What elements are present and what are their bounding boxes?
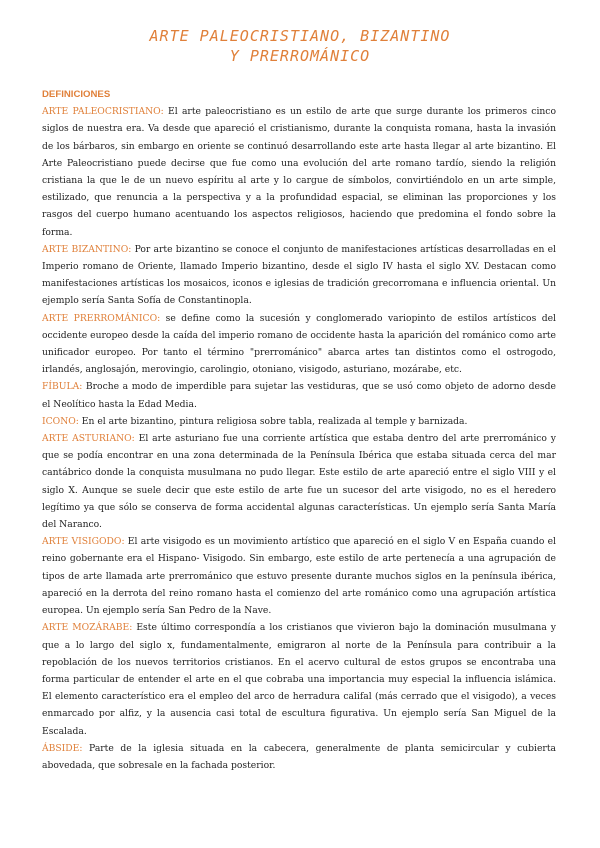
definition-paleocristiano (42, 103, 556, 241)
term: ARTE BIZANTINO: (42, 243, 132, 255)
definition-text: El arte asturiano fue una corriente artística que estaba dentro del arte prerrománico y que se podía encontrar en una zona determinada de la Península Ibérica que estaba situada cerca del mar cantábrico donde la conquista musulmana no pudo llegar. Este estilo de arte apareció entre el siglo VIII y el siglo X. Aunque se suele decir que este estilo de arte fue un sucesor del arte visigodo, no es el heredero legítimo ya que sólo se conserva de forma accidental algunas características. Un ejemplo sería Santa María del Naranco. (42, 433, 556, 531)
term: ÁBSIDE: (42, 742, 83, 754)
definition-asturiano (42, 430, 556, 533)
term: ICONO: (42, 415, 79, 427)
definition-text: Por arte bizantino se conoce el conjunto de manifestaciones artísticas desarrolladas en el Imperio romano de Oriente, llamado Imperio bizantino, desde el siglo IV hasta el siglo XV. Destacan como manifestaciones artísticas los mosaicos, iconos e iglesias de tradición grecorromana e influencia oriental. Un ejemplo sería Santa Sofía de Constantinopla. (42, 243, 556, 307)
definition-abside (42, 740, 556, 774)
term: ARTE VISIGODO: (42, 536, 125, 548)
title-line-2: Y PRERROMÁNICO (229, 47, 371, 65)
definition-text: Broche a modo de imperdible para sujetar las vestiduras, que se usó como objeto de adorno desde el Neolítico hasta la Edad Media. (42, 381, 556, 410)
definition-mozarabe (42, 619, 556, 739)
term: ARTE MOZÁRABE: (42, 622, 133, 634)
term: ARTE PALEOCRISTIANO: (42, 106, 164, 118)
term: FÍBULA: (42, 381, 83, 393)
term: ARTE ASTURIANO: (42, 433, 135, 445)
document-body (42, 86, 556, 774)
definition-text: se define como la sucesión y conglomerado variopinto de estilos artísticos del occidente europeo desde la caída del imperio romano de occidente hasta la aparición del románico como arte unificador europeo. Por tanto el término "prerrománico" abarca artes tan distintos como el ostrogodo, irlandés, anglosajón, merovingio, carolingio, otoniano, visigodo, asturiano, mozárabe, etc. (42, 312, 556, 376)
title-line-1: ARTE PALEOCRISTIANO, BIZANTINO (149, 27, 451, 45)
document-title (0, 26, 600, 66)
definition-text: En el arte bizantino, pintura religiosa sobre tabla, realizada al temple y barnizada. (78, 415, 468, 427)
term: ARTE PRERROMÁNICO: (42, 312, 161, 324)
definition-fibula (42, 378, 556, 412)
definition-visigodo (42, 533, 556, 619)
definition-icono (42, 413, 556, 430)
definition-text: El arte paleocristiano es un estilo de arte que surge durante los primeros cinco siglos de nuestra era. Va desde que apareció el cristianismo, durante la conquista romana, hasta la invasión de los bárbaros, sin embargo en oriente se continuó desarrollando este arte hasta llegar al arte bizantino. El Arte Paleocristiano puede decirse que fue como una evolución del arte romano tardío, siendo la religión cristiana la que le de un nuevo espíritu al arte y lo cargue de símbolos, convirtiéndolo en un arte simple, estilizado, que renuncia a la perspectiva y a la profundidad espacial, se eliminan las proporciones y los rasgos del cuerpo humano acentuando los aspectos religiosos, haciendo que predomina el fondo sobre la forma. (42, 106, 556, 238)
definition-bizantino (42, 241, 556, 310)
definition-text: Parte de la iglesia situada en la cabecera, generalmente de planta semicircular y cubierta abovedada, que sobresale en la fachada posterior. (42, 742, 556, 771)
section-heading: DEFINICIONES (42, 89, 111, 100)
definition-prerromanico (42, 310, 556, 379)
definition-text: El arte visigodo es un movimiento artístico que apareció en el siglo V en España cuando el reino gobernante era el Hispano- Visigodo. Sin embargo, este estilo de arte pertenecía a una agrupación de tipos de arte llamada arte prerrománico que estuvo presente durante muchos siglos en la península ibérica, apareció en la derrota del reino romano hasta el comienzo del arte románico como una agrupación artística europea. Un ejemplo sería San Pedro de la Nave. (42, 536, 556, 617)
definition-text: Este último correspondía a los cristianos que vivieron bajo la dominación musulmana y que a lo largo del siglo x, fundamentalmente, emigraron al norte de la Península para contribuir a la repoblación de los nuevos territorios cristianos. En el acervo cultural de estos grupos se encontraba una forma particular de entender el arte en el que cobraba una importancia muy especial la influencia islámica. El elemento característico era el empleo del arco de herradura califal (más cerrado que el visigodo), a veces enmarcado por alfiz, y la ausencia casi total de escultura figurativa. Un ejemplo sería San Miguel de la Escalada. (42, 622, 557, 737)
